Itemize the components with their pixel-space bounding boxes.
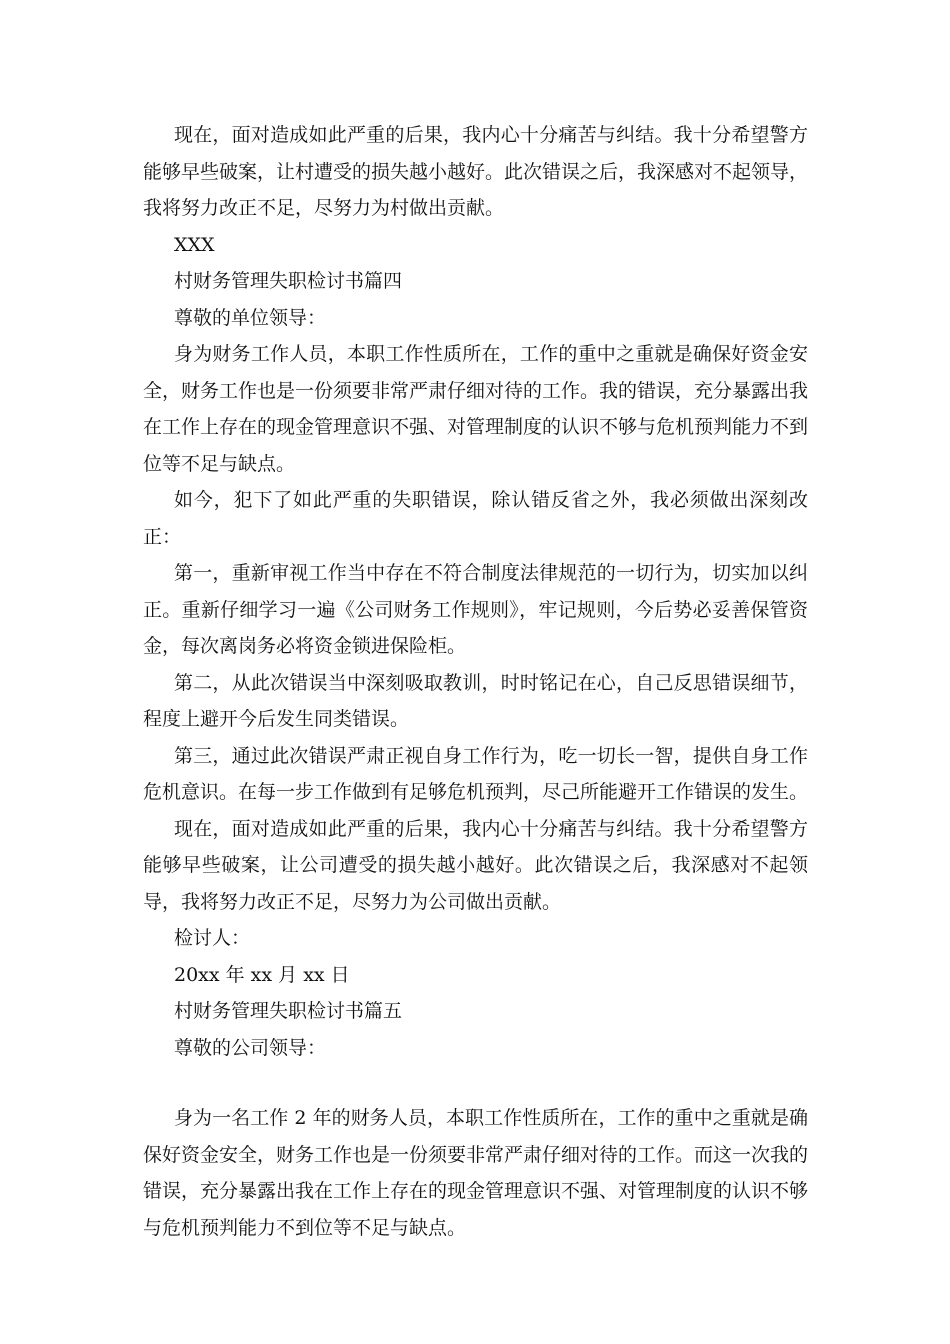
spacer [143, 1066, 808, 1100]
salutation: 尊敬的单位领导： [174, 306, 327, 329]
signature-name: XXX [174, 233, 215, 256]
paragraph: 现在，面对造成如此严重的后果，我内心十分痛苦与纠结。我十分希望警方能够早些破案，让村遭受的损失越小越好。此次错误之后，我深感对不起领导，我将努力改正不足，尽努力为村做出贡献。 [143, 124, 809, 219]
paragraph: 身为财务工作人员，本职工作性质所在，工作的重中之重就是确保好资金安全，财务工作也是一份须要非常严肃仔细对待的工作。我的错误，充分暴露出我在工作上存在的现金管理意识不强、对管理制度的认识不够与危机预判能力不到位等不足与缺点。 [143, 343, 809, 475]
section-title: 村财务管理失职检讨书篇五 [174, 1000, 403, 1022]
signature-date: 20xx 年 xx 月 xx 日 [174, 963, 350, 986]
paragraph: 如今，犯下了如此严重的失职错误，除认错反省之外，我必须做出深刻改正： [143, 489, 808, 548]
paragraph: 身为一名工作 2 年的财务人员，本职工作性质所在，工作的重中之重就是确保好资金安全，财务工作也是一份须要非常严肃仔细对待的工作。而这一次我的错误，充分暴露出我在工作上存在的现金管理意识不强、对管理制度的认识不够与危机预判能力不到位等不足与缺点。 [143, 1107, 809, 1239]
document-body [143, 117, 808, 1246]
signature-label: 检讨人： [174, 927, 251, 949]
paragraph: 第一，重新审视工作当中存在不符合制度法律规范的一切行为，切实加以纠正。重新仔细学习一遍《公司财务工作规则》，牢记规则，今后势必妥善保管资金，每次离岗务必将资金锁进保险柜。 [143, 562, 808, 657]
salutation: 尊敬的公司领导： [174, 1036, 327, 1059]
paragraph: 现在，面对造成如此严重的后果，我内心十分痛苦与纠结。我十分希望警方能够早些破案，让公司遭受的损失越小越好。此次错误之后，我深感对不起领导，我将努力改正不足，尽努力为公司做出贡献。 [143, 817, 808, 913]
paragraph: 第三，通过此次错误严肃正视自身工作行为，吃一切长一智，提供自身工作危机意识。在每一步工作做到有足够危机预判，尽己所能避开工作错误的发生。 [143, 744, 809, 803]
paragraph: 第二，从此次错误当中深刻吸取教训，时时铭记在心，自己反思错误细节，程度上避开今后发生同类错误。 [143, 671, 808, 730]
section-title: 村财务管理失职检讨书篇四 [174, 270, 403, 292]
